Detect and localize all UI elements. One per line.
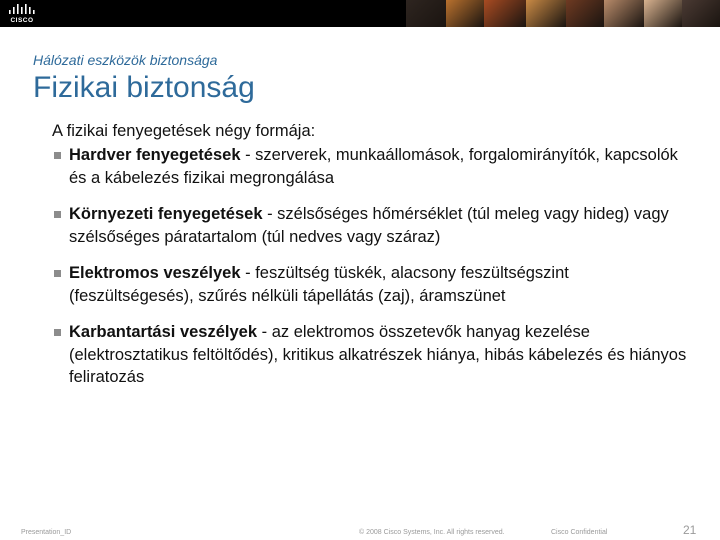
footer-copyright: © 2008 Cisco Systems, Inc. All rights reserved. xyxy=(359,529,505,536)
square-bullet-icon xyxy=(54,270,61,277)
slide-title: Fizikai biztonság xyxy=(33,71,255,104)
bullet-text: - feszültség tüskék, alacsony feszültségszint (feszültségesés), szűrés nélküli tápellátás (zaj), áramszünet xyxy=(69,264,569,305)
photo-tile xyxy=(566,0,604,27)
slide-content xyxy=(52,120,692,403)
photo-tile xyxy=(484,0,526,27)
photo-strip xyxy=(406,0,720,27)
square-bullet-icon xyxy=(54,329,61,336)
square-bullet-icon xyxy=(54,152,61,159)
photo-tile xyxy=(682,0,720,27)
bullet-item xyxy=(52,203,692,248)
bullet-text: - szélsőséges hőmérséklet (túl meleg vagy hideg) vagy szélsőséges páratartalom (túl nedves vagy száraz) xyxy=(69,205,669,246)
bullet-term: Környezeti fenyegetések xyxy=(69,205,263,223)
bullet-item xyxy=(52,321,692,389)
bullet-item xyxy=(52,262,692,307)
footer-presentation-id: Presentation_ID xyxy=(21,529,72,536)
photo-tile xyxy=(644,0,682,27)
header-bar xyxy=(0,0,720,27)
bullet-item xyxy=(52,144,692,189)
photo-tile xyxy=(526,0,566,27)
bullet-list xyxy=(52,144,692,389)
footer-confidential: Cisco Confidential xyxy=(551,529,608,536)
intro-text: A fizikai fenyegetések négy formája: xyxy=(52,122,316,140)
bullet-text: - az elektromos összetevők hanyag kezelése (elektrosztatikus feltöltődés), kritikus alkatrészek hiánya, hibás kábelezés és hiányos feliratozás xyxy=(69,323,687,386)
photo-tile xyxy=(446,0,484,27)
bullet-text: - szerverek, munkaállomások, forgalomirányítók, kapcsolók és a kábelezés fizikai megrongálása xyxy=(69,146,678,187)
photo-tile xyxy=(604,0,644,27)
bullet-term: Karbantartási veszélyek xyxy=(69,323,258,341)
slide-subtitle: Hálózati eszközök biztonsága xyxy=(33,52,218,68)
photo-tile xyxy=(406,0,446,27)
page-number: 21 xyxy=(683,523,697,537)
cisco-logo xyxy=(6,3,42,24)
square-bullet-icon xyxy=(54,211,61,218)
bullet-term: Hardver fenyegetések xyxy=(69,146,241,164)
bullet-term: Elektromos veszélyek xyxy=(69,264,241,282)
logo-wordmark: CISCO xyxy=(10,17,34,24)
